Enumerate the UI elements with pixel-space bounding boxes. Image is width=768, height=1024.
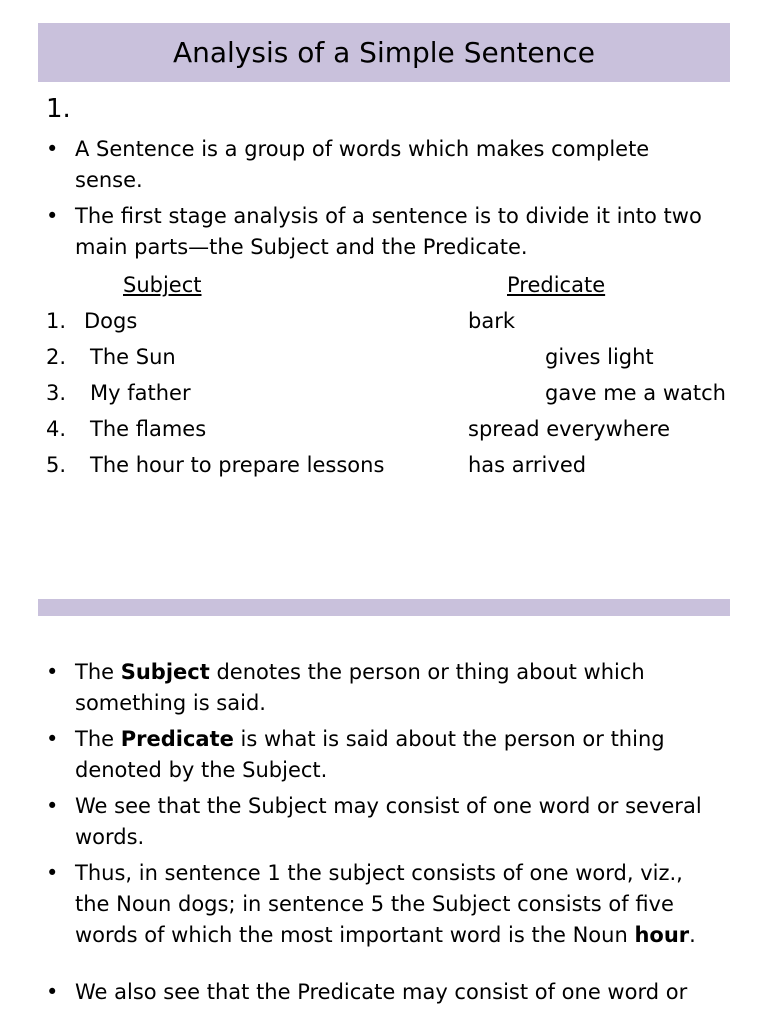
term-predicate: Predicate: [120, 727, 234, 751]
sentence-row: [0, 345, 768, 381]
explanation-text: We see that the Subject may consist of one word or several words.: [75, 794, 702, 849]
bullet-icon: •: [46, 794, 59, 818]
subject-column-header: Subject: [123, 273, 202, 297]
term-hour: hour: [634, 923, 690, 947]
sentence-row: [0, 381, 768, 417]
sentence-row: [0, 309, 768, 345]
intro-bullet-list: [46, 134, 716, 268]
explanation-text: Thus, in sentence 1 the subject consists of one word, viz., the Noun dogs; in sentence 5 the Subject consists of five words of which the most important word is the Noun hour.: [75, 861, 696, 947]
row-number: 4.: [46, 417, 67, 441]
section-divider-banner: [38, 599, 730, 616]
row-subject: The Sun: [90, 345, 176, 369]
row-predicate: gave me a watch: [545, 381, 726, 405]
row-number: 3.: [46, 381, 67, 405]
explanation-bullet: [46, 657, 716, 719]
bullet-icon: •: [46, 861, 59, 885]
row-number: 5.: [46, 453, 67, 477]
row-number: 1.: [46, 309, 67, 333]
term-subject: Subject: [120, 660, 210, 684]
explanation-text: The Predicate is what is said about the person or thing denoted by the Subject.: [75, 727, 665, 782]
sentence-row: [0, 453, 768, 489]
row-subject: My father: [90, 381, 191, 405]
sentence-row: [0, 417, 768, 453]
slide-number: 1.: [46, 94, 71, 124]
explanation-bullet: [46, 858, 716, 951]
row-subject: The flames: [90, 417, 207, 441]
predicate-column-header: Predicate: [507, 273, 606, 297]
explanation-bullet: [46, 791, 716, 853]
explanation-text: We also see that the Predicate may consist of one word or: [75, 980, 688, 1004]
row-number: 2.: [46, 345, 67, 369]
intro-bullet: [46, 134, 716, 196]
bullet-icon: •: [46, 204, 59, 228]
intro-bullet: [46, 201, 716, 263]
bullet-icon: •: [46, 727, 59, 751]
row-predicate: has arrived: [468, 453, 587, 477]
explanation-bullet: [46, 977, 716, 1008]
explanation-bullet: [46, 724, 716, 786]
bullet-icon: •: [46, 980, 59, 1004]
row-predicate: bark: [468, 309, 515, 333]
intro-bullet-text: The first stage analysis of a sentence is to divide it into two main parts—the Subject and the Predicate.: [75, 204, 702, 259]
row-predicate: gives light: [545, 345, 654, 369]
explanation-text: The Subject denotes the person or thing about which something is said.: [75, 660, 645, 715]
row-subject: The hour to prepare lessons: [90, 453, 385, 477]
bullet-icon: •: [46, 137, 59, 161]
slide-title: Analysis of a Simple Sentence: [172, 36, 596, 69]
row-predicate: spread everywhere: [468, 417, 671, 441]
explanation-bullet-list: [46, 657, 716, 1013]
intro-bullet-text: A Sentence is a group of words which makes complete sense.: [75, 137, 650, 192]
bullet-icon: •: [46, 660, 59, 684]
row-subject: Dogs: [84, 309, 138, 333]
